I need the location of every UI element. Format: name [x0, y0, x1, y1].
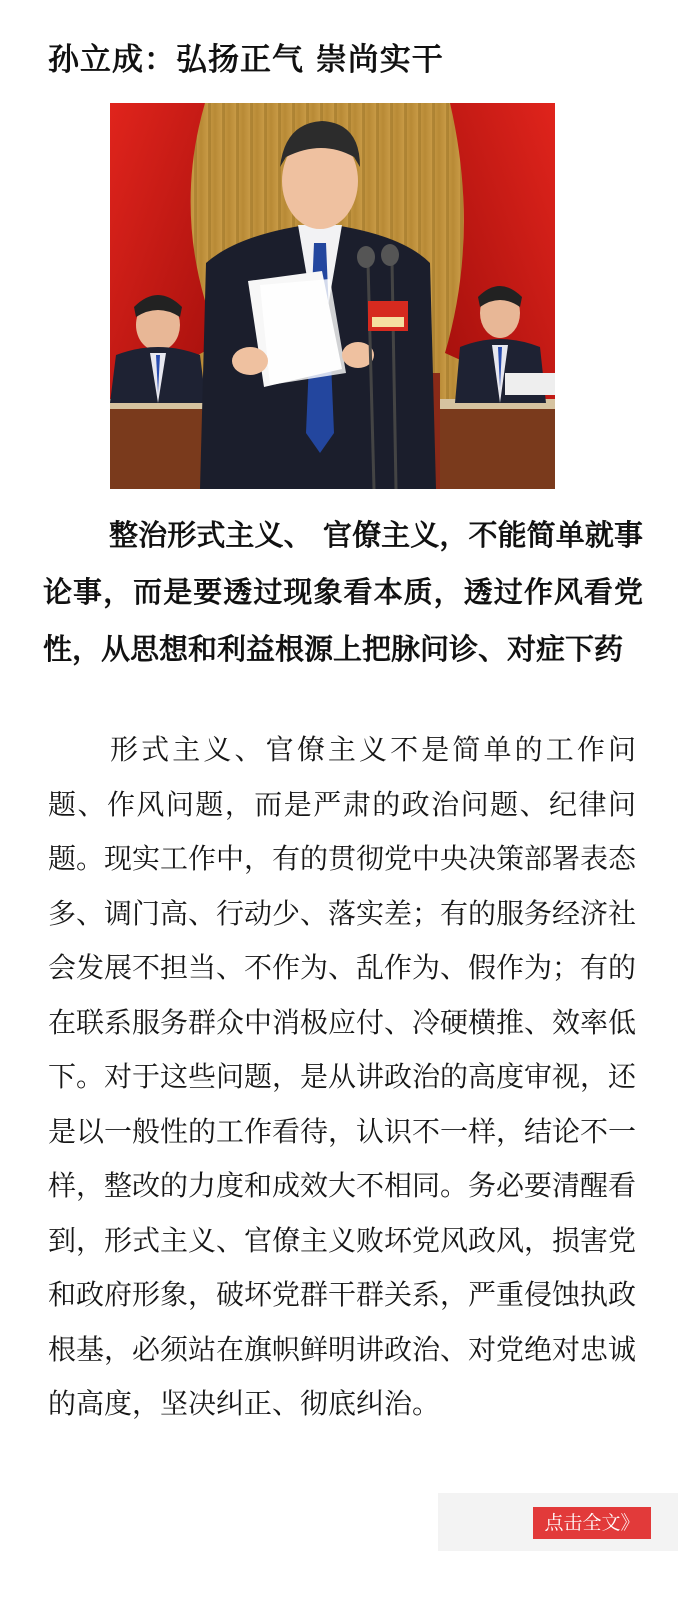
- read-more-button[interactable]: 点击全文》: [533, 1507, 651, 1539]
- page-title: 孙立成：弘扬正气 崇尚实干: [48, 42, 444, 78]
- article-subhead: 整治形式主义、 官僚主义，不能简单就事论事，而是要透过现象看本质，透过作风看党性，从思想和利益根源上把脉问诊、对症下药: [43, 518, 643, 666]
- speaker-photo: [110, 103, 555, 489]
- article-body: 形式主义、官僚主义不是简单的工作问题、作风问题，而是严肃的政治问题、纪律问题。现实工作中，有的贯彻党中央决策部署表态多、调门高、行动少、落实差；有的服务经济社会发展不担当、不作为、乱作为、假作为；有的在联系服务群众中消极应付、冷硬横推、效率低下。对于这些问题，是从讲政治的高度审视，还是以一般性的工作看待，认识不一样，结论不一样，整改的力度和成效大不相同。务必要清醒看到，形式主义、官僚主义败坏党风政风，损害党和政府形象，破坏党群干群关系，严重侵蚀执政根基，必须站在旗帜鲜明讲政治、对党绝对忠诚的高度，坚决纠正、彻底纠治。: [48, 733, 637, 1420]
